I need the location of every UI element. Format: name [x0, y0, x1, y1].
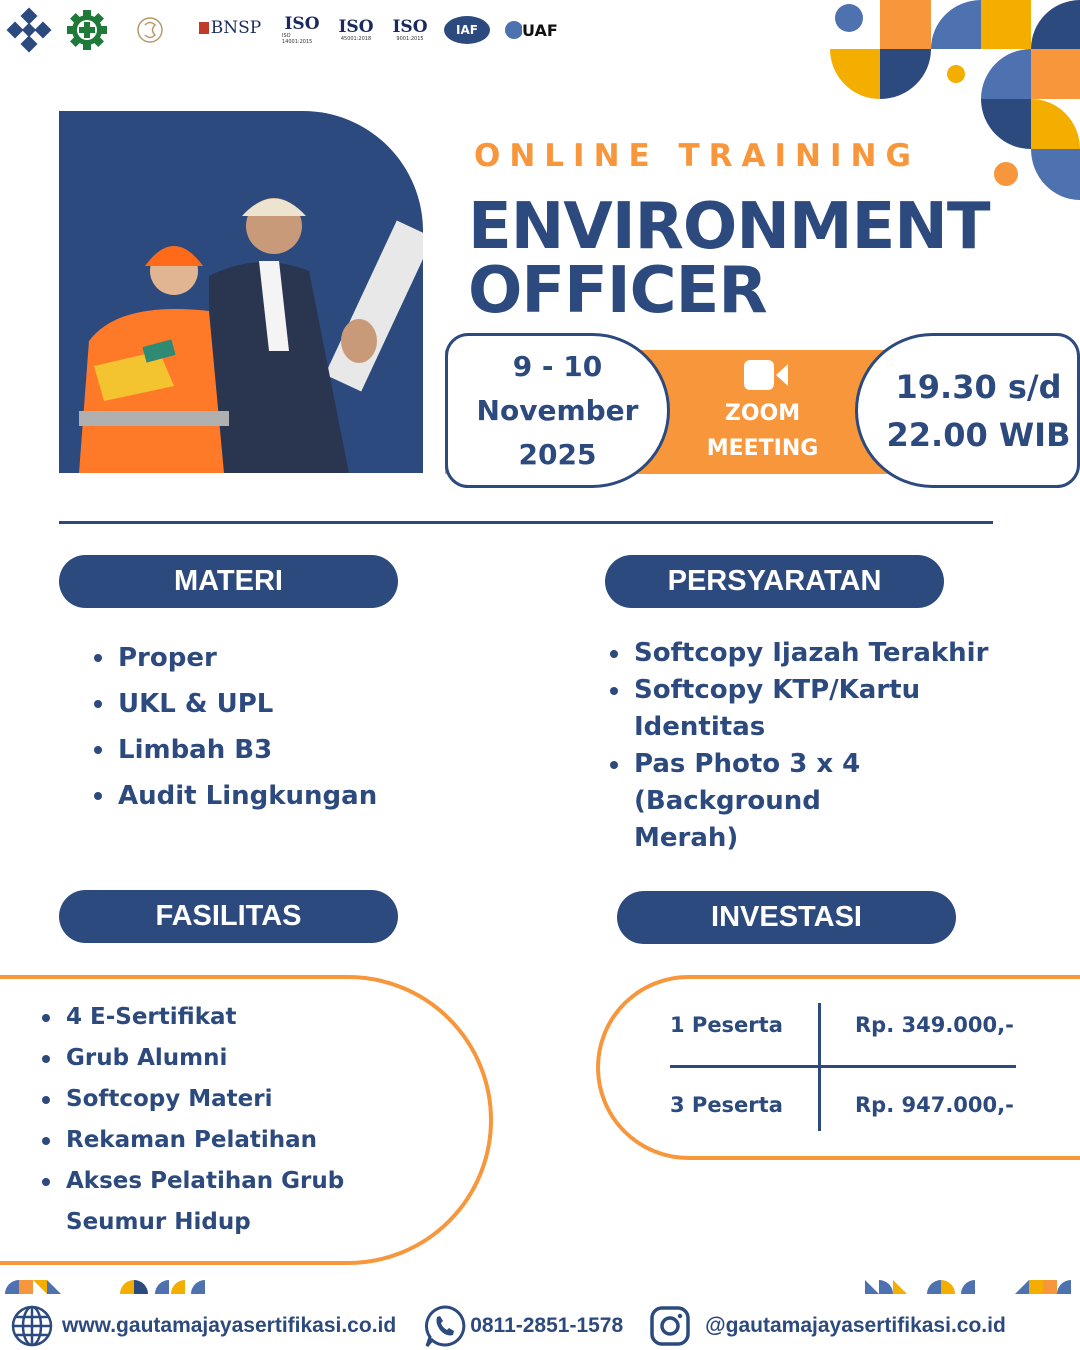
list-item: Akses Pelatihan Grub Seumur Hidup [40, 1161, 440, 1243]
list-item: Pas Photo 3 x 4 (Background Merah) [608, 746, 928, 857]
participants-cell: 3 Peserta [670, 1093, 783, 1117]
hero-photo-panel [59, 111, 423, 473]
section-divider [59, 521, 993, 524]
event-date-box: 9 - 10 November 2025 [445, 333, 670, 488]
list-item: Softcopy Ijazah Terakhir [608, 635, 1008, 672]
participants-cell: 1 Peserta [670, 1013, 783, 1037]
materi-heading: MATERI [59, 555, 398, 608]
iso-14001-logo: ISO ISO 14001:2015 [282, 13, 320, 45]
iso-9001-logo: ISO 9001:2015 [392, 16, 428, 42]
instagram-link[interactable]: @gautamajayasertifikasi.co.id [649, 1305, 1006, 1347]
list-item: Softcopy KTP/Kartu Identitas [608, 672, 928, 746]
list-item: Audit Lingkungan [92, 773, 377, 819]
price-cell: Rp. 349.000,- [855, 1013, 1014, 1037]
accreditation-logos [6, 8, 558, 52]
globe-icon [10, 1304, 54, 1348]
persyaratan-list [608, 635, 1008, 857]
iso-45001-logo: ISO 45001:2018 [338, 16, 374, 42]
page-title: ENVIRONMENT OFFICER [468, 190, 990, 328]
video-camera-icon [738, 358, 788, 392]
fasilitas-heading: FASILITAS [59, 890, 398, 943]
training-type-label: ONLINE TRAINING [474, 138, 920, 174]
price-cell: Rp. 947.000,- [855, 1093, 1014, 1117]
table-divider-horizontal [670, 1065, 1016, 1068]
whatsapp-icon [422, 1303, 468, 1349]
fasilitas-list [40, 997, 460, 1243]
event-time-box: 19.30 s/d 22.00 WIB [855, 333, 1080, 488]
list-item: Softcopy Materi [40, 1079, 460, 1120]
bnsp-logo: BNSP [192, 18, 268, 42]
list-item: Grub Alumni [40, 1038, 460, 1079]
iaf-logo: IAF [444, 16, 490, 44]
price-table [670, 1003, 1016, 1131]
kemnaker-logo [6, 7, 52, 53]
list-item: UKL & UPL [92, 681, 377, 727]
materi-list [92, 635, 377, 819]
website-link[interactable]: www.gautamajayasertifikasi.co.id [10, 1304, 396, 1348]
persyaratan-heading: PERSYARATAN [605, 555, 944, 608]
phone-link[interactable]: 0811-2851-1578 [422, 1303, 623, 1349]
company-logo [122, 15, 178, 45]
list-item: 4 E-Sertifikat [40, 997, 460, 1038]
instagram-icon [649, 1305, 691, 1347]
list-item: Limbah B3 [92, 727, 377, 773]
platform-box: ZOOM MEETING [680, 358, 845, 468]
investasi-heading: INVESTASI [617, 891, 956, 944]
list-item: Rekaman Pelatihan [40, 1120, 460, 1161]
decorative-shapes-bottom-right [865, 1280, 1080, 1294]
decorative-shapes-bottom-left [5, 1280, 225, 1294]
list-item: Proper [92, 635, 377, 681]
k3-logo [66, 9, 108, 51]
contact-footer [10, 1302, 1080, 1350]
workers-illustration [59, 111, 423, 473]
uaf-logo: UAF [504, 18, 558, 42]
